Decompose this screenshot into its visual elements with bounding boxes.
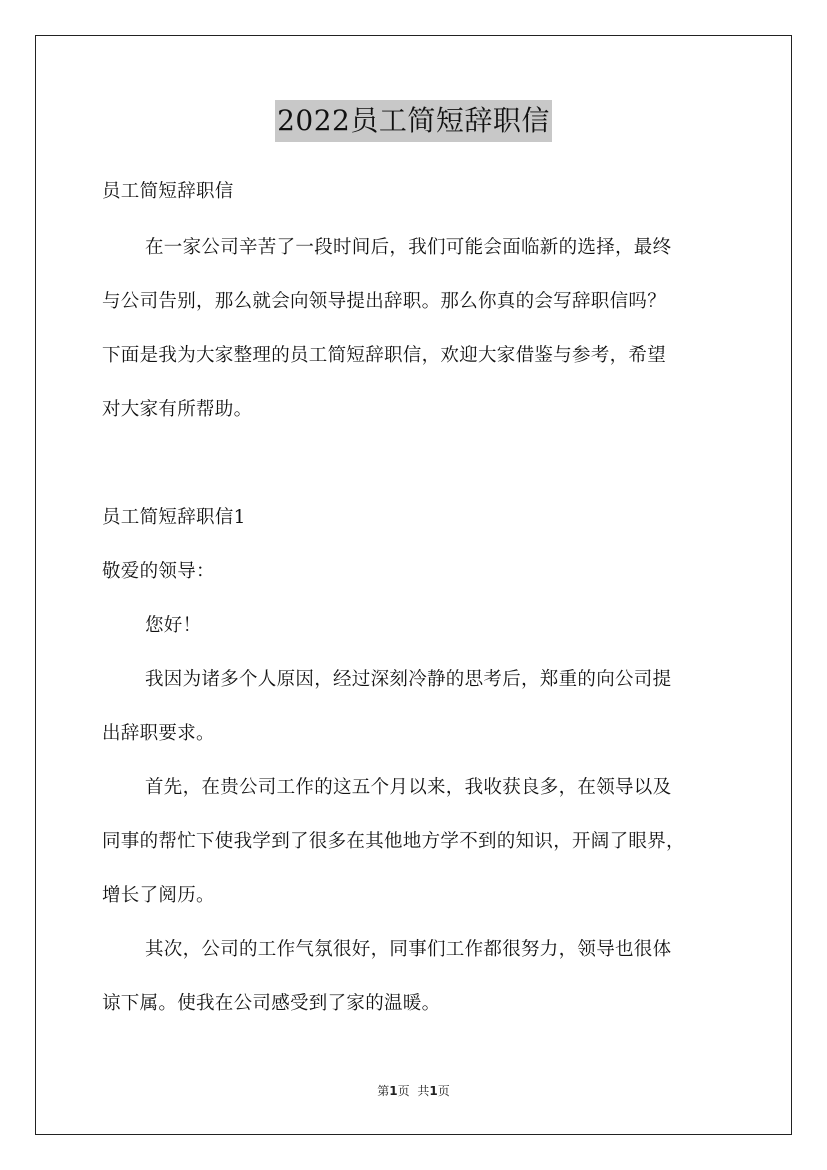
intro-line-2: 与公司告别，那么就会向领导提出辞职。那么你真的会写辞职信吗？ bbox=[102, 291, 667, 312]
letter-greeting: 您好！ bbox=[145, 615, 202, 636]
document-title: 2022员工简短辞职信 bbox=[275, 100, 552, 142]
body-line-7: 谅下属。使我在公司感受到了家的温暖。 bbox=[102, 993, 441, 1014]
body-line-4: 同事的帮忙下使我学到了很多在其他地方学不到的知识，开阔了眼界， bbox=[102, 831, 685, 852]
body-line-1: 我因为诸多个人原因，经过深刻冷静的思考后，郑重的向公司提 bbox=[145, 669, 672, 690]
intro-line-4: 对大家有所帮助。 bbox=[102, 399, 253, 420]
title-container bbox=[0, 100, 827, 142]
page-label-suffix: 页 bbox=[397, 1084, 410, 1098]
section-heading: 员工简短辞职信1 bbox=[102, 507, 246, 528]
document-subtitle: 员工简短辞职信 bbox=[102, 181, 234, 202]
body-line-2: 出辞职要求。 bbox=[102, 723, 215, 744]
total-label-suffix: 页 bbox=[437, 1084, 450, 1098]
page-label-prefix: 第 bbox=[377, 1084, 390, 1098]
body-line-6: 其次，公司的工作气氛很好，同事们工作都很努力，领导也很体 bbox=[145, 939, 672, 960]
intro-line-3: 下面是我为大家整理的员工简短辞职信，欢迎大家借鉴与参考，希望 bbox=[102, 345, 667, 366]
total-pages: 1 bbox=[429, 1084, 438, 1098]
page-footer bbox=[0, 1083, 827, 1099]
total-label-prefix: 共 bbox=[417, 1084, 430, 1098]
body-line-3: 首先，在贵公司工作的这五个月以来，我收获良多，在领导以及 bbox=[145, 777, 672, 798]
body-line-5: 增长了阅历。 bbox=[102, 885, 215, 906]
letter-salutation: 敬爱的领导： bbox=[102, 561, 215, 582]
page-number: 1 bbox=[389, 1084, 398, 1098]
intro-line-1: 在一家公司辛苦了一段时间后，我们可能会面临新的选择，最终 bbox=[145, 237, 672, 258]
